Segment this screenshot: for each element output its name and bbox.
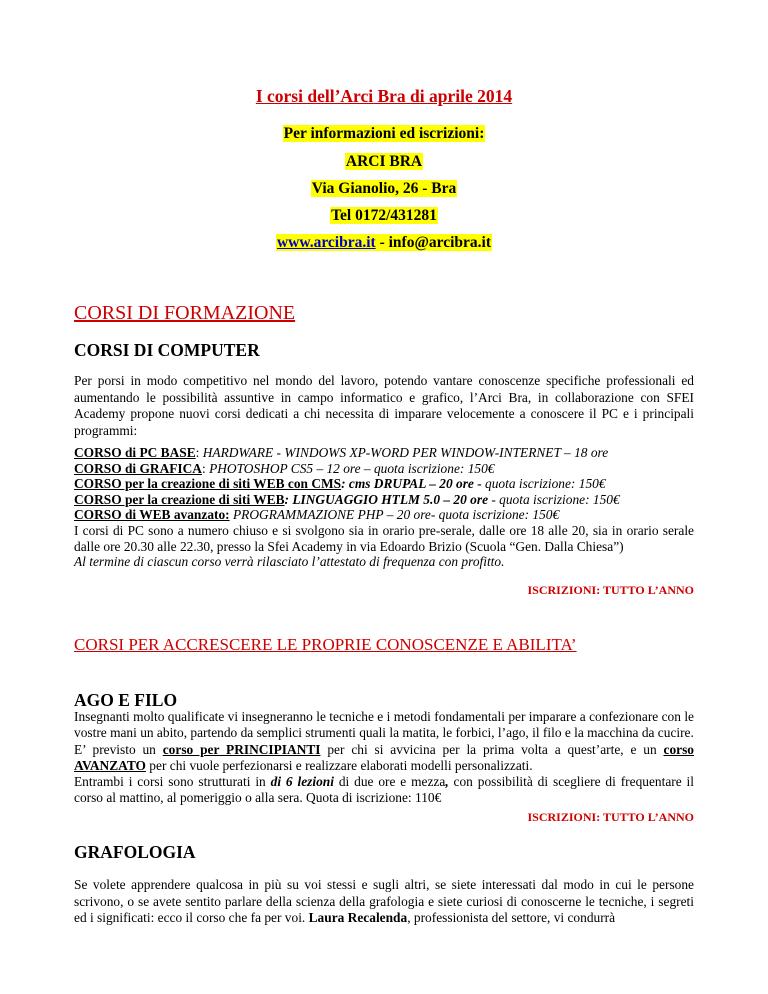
subheading-grafologia: GRAFOLOGIA bbox=[74, 842, 196, 862]
section-heading-formazione: CORSI DI FORMAZIONE bbox=[74, 302, 296, 324]
page-title: I corsi dell’Arci Bra di aprile 2014 bbox=[255, 86, 513, 106]
course-item: CORSO per la creazione di siti WEB con CMS: cms DRUPAL – 20 ore - quota iscrizione: 150€ bbox=[74, 476, 606, 492]
subheading-ago-filo: AGO E FILO bbox=[74, 690, 178, 710]
info-label: Per informazioni ed iscrizioni: bbox=[283, 125, 485, 142]
email-text: info@arcibra.it bbox=[388, 234, 492, 251]
grafologia-text: Se volete apprendere qualcosa in più su voi stessi e sugli altri, se siete interessati dal modo in cui le persone scrivono, o se avete sentito parlare della scienza della grafologia e siete curiosi di conoscerne le tecniche, i segreti ed i significati: ecco il corso che fa per voi. Laura Recalenda, professionista del settore, vi condurrà bbox=[74, 877, 694, 926]
subheading-computer: CORSI DI COMPUTER bbox=[74, 340, 260, 360]
computer-schedule: I corsi di PC sono a numero chiuso e si svolgono sia in orario pre-serale, dalle ore 18 alle 20, sia in orario serale dalle ore 20.30 alle 22.30, presso la Sfei Academy in via Edoardo Brizio (Scuola “Gen. Dalla Chiesa”) Al termine di ciascun corso verrà rilasciato l’attestato di frequenza con profitto. bbox=[74, 523, 694, 570]
website-link[interactable]: www.arcibra.it bbox=[276, 234, 376, 251]
org-name: ARCI BRA bbox=[345, 153, 423, 170]
course-item: CORSO per la creazione di siti WEB: LINGUAGGIO HTLM 5.0 – 20 ore - quota iscrizione: 150€ bbox=[74, 491, 620, 507]
contact-line: www.arcibra.it - info@arcibra.it bbox=[276, 234, 492, 251]
iscrizioni-computer: ISCRIZIONI: TUTTO L’ANNO bbox=[527, 583, 694, 597]
org-phone: Tel 0172/431281 bbox=[331, 207, 437, 224]
ago-filo-text: Insegnanti molto qualificate vi insegneranno le tecniche e i metodi fondamentali per imparare a confezionare con le vostre mani un abito, partendo da semplici strumenti quali la matita, le forbici, l’ago, il filo e la macchina da cucire. E’ previsto un corso per PRINCIPIANTI per chi si avvicina per la prima volta a quest’arte, e un corso AVANZATO per chi vuole perfezionarsi e realizzare elaborati modelli personalizzati. Entrambi i corsi sono strutturati in di 6 lezioni di due ore e mezza, con possibilità di scegliere di frequentare il corso al mattino, al pomeriggio o alla sera. Quota di iscrizione: 110€ bbox=[74, 709, 695, 806]
org-address: Via Gianolio, 26 - Bra bbox=[311, 180, 457, 197]
course-item: CORSO di WEB avanzato: PROGRAMMAZIONE PHP – 20 ore- quota iscrizione: 150€ bbox=[74, 507, 560, 523]
computer-intro: Per porsi in modo competitivo nel mondo del lavoro, potendo vantare conoscenze specifiche professionali ed aumentando le possibilità assuntive in campo informatico e grafico, l’Arci Bra, in collaborazione con SFEI Academy propone nuovi corsi dedicati a chi necessita di imparare velocemente a conoscere il PC e i principali programmi: bbox=[74, 373, 694, 438]
course-list bbox=[74, 445, 694, 523]
course-item: CORSO di GRAFICA: PHOTOSHOP CS5 – 12 ore – quota iscrizione: 150€ bbox=[74, 460, 495, 476]
course-item: CORSO di PC BASE: HARDWARE - WINDOWS XP-WORD PER WINDOW-INTERNET – 18 ore bbox=[74, 445, 609, 460]
certificate-note: Al termine di ciascun corso verrà rilasciato l’attestato di frequenza con profitto. bbox=[74, 554, 505, 570]
iscrizioni-ago-filo: ISCRIZIONI: TUTTO L’ANNO bbox=[527, 810, 694, 824]
section-heading-conoscenze: CORSI PER ACCRESCERE LE PROPRIE CONOSCENZE E ABILITA’ bbox=[74, 635, 577, 654]
